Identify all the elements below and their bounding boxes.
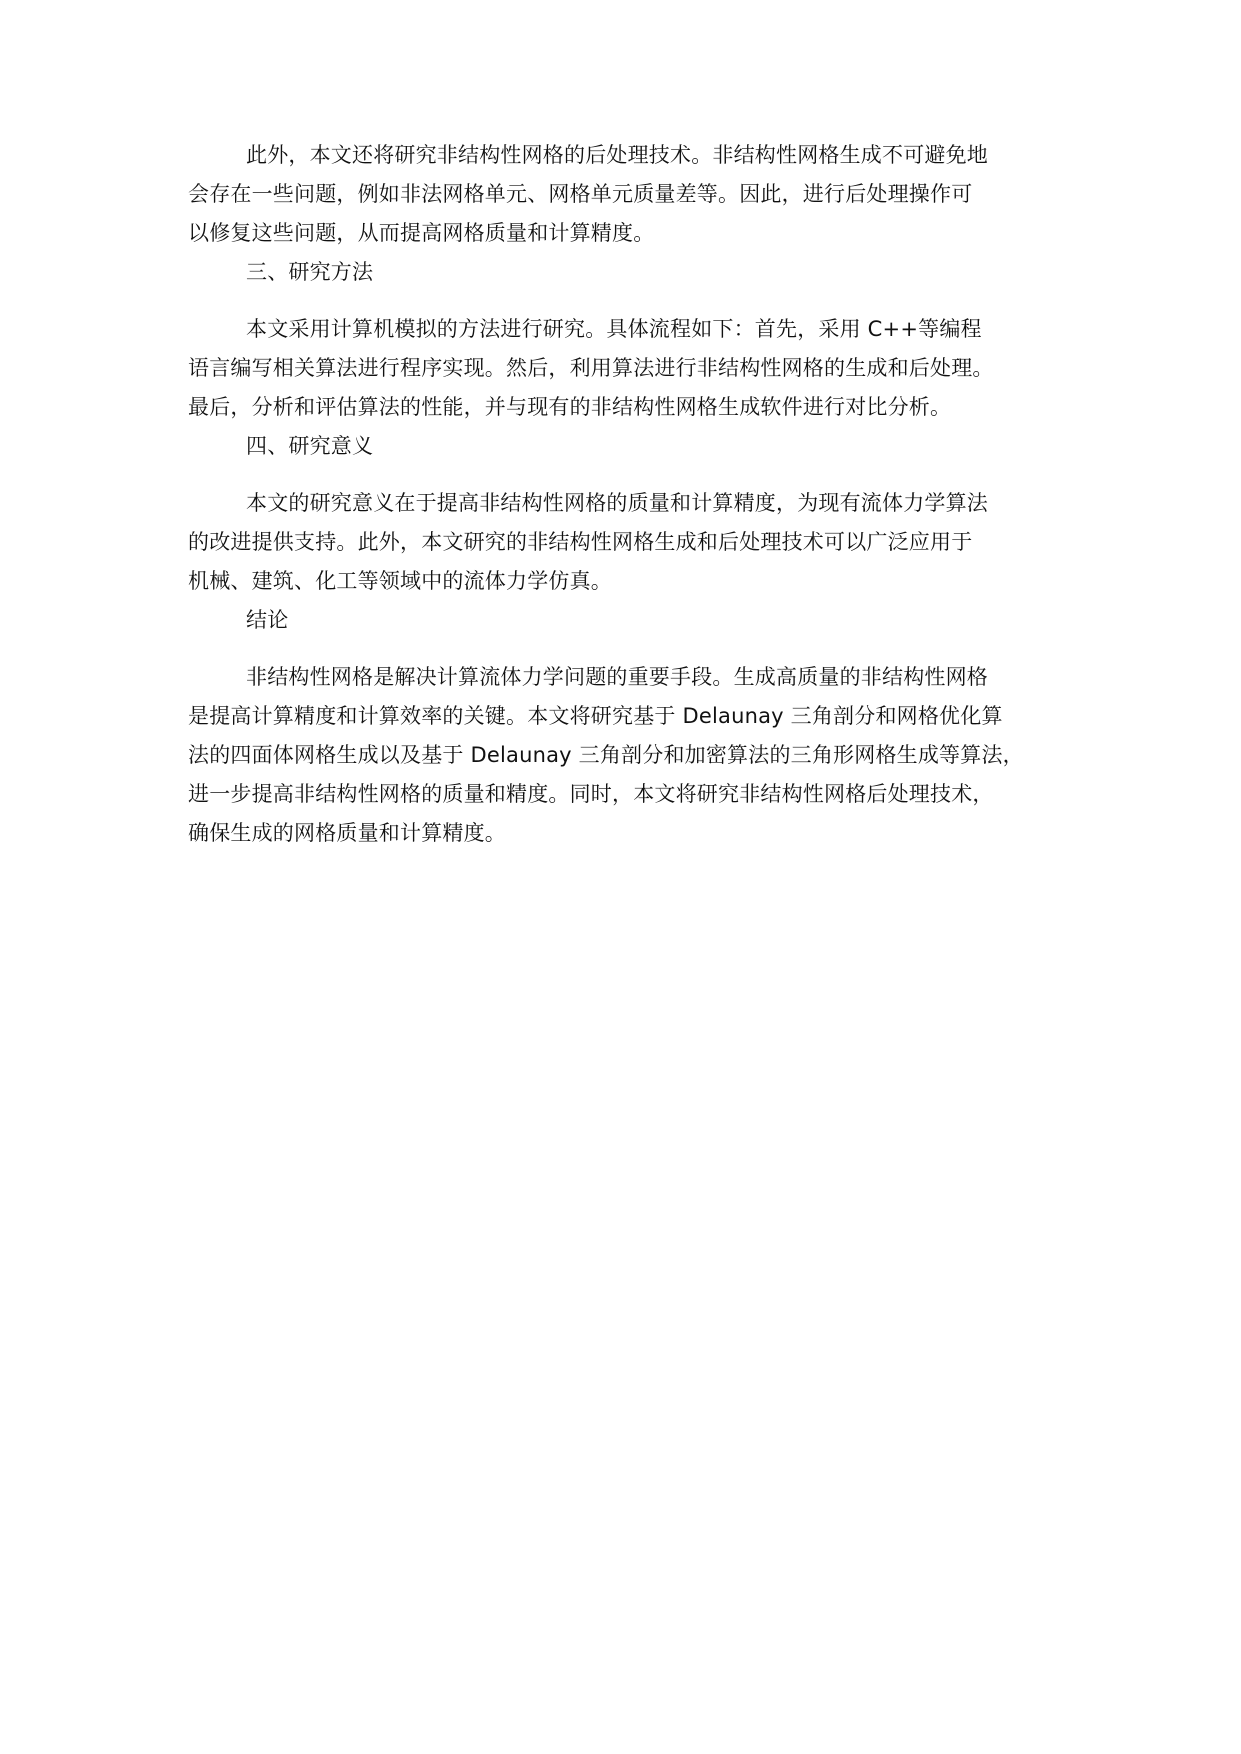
section-heading-significance bbox=[188, 427, 1088, 466]
paragraph-methods bbox=[188, 310, 1088, 427]
section-heading: 结论 bbox=[246, 608, 289, 632]
paragraph-conclusion bbox=[188, 658, 1088, 853]
paragraph-line: 最后，分析和评估算法的性能，并与现有的非结构性网格生成软件进行对比分析。 bbox=[188, 395, 952, 419]
section-heading-conclusion bbox=[188, 601, 1088, 640]
paragraph-line: 是提高计算精度和计算效率的关键。本文将研究基于 Delaunay 三角剖分和网格优化算 bbox=[188, 704, 1003, 728]
paragraph-line: 本文的研究意义在于提高非结构性网格的质量和计算精度，为现有流体力学算法 bbox=[246, 491, 988, 515]
section-heading: 三、研究方法 bbox=[246, 260, 374, 284]
paragraph-line: 此外，本文还将研究非结构性网格的后处理技术。非结构性网格生成不可避免地 bbox=[246, 143, 988, 167]
section-heading: 四、研究意义 bbox=[246, 434, 374, 458]
paragraph-line: 语言编写相关算法进行程序实现。然后，利用算法进行非结构性网格的生成和后处理。 bbox=[188, 356, 994, 380]
paragraph-line: 进一步提高非结构性网格的质量和精度。同时，本文将研究非结构性网格后处理技术， bbox=[188, 782, 994, 806]
paragraph-line: 以修复这些问题，从而提高网格质量和计算精度。 bbox=[188, 221, 655, 245]
paragraph-line: 本文采用计算机模拟的方法进行研究。具体流程如下：首先，采用 C++等编程 bbox=[246, 317, 982, 341]
paragraph-line: 的改进提供支持。此外，本文研究的非结构性网格生成和后处理技术可以广泛应用于 bbox=[188, 530, 973, 554]
paragraph-line: 法的四面体网格生成以及基于 Delaunay 三角剖分和加密算法的三角形网格生成等算法， bbox=[188, 743, 1024, 767]
paragraph-line: 确保生成的网格质量和计算精度。 bbox=[188, 821, 506, 845]
paragraph-line: 会存在一些问题，例如非法网格单元、网格单元质量差等。因此，进行后处理操作可 bbox=[188, 182, 973, 206]
paragraph-postprocessing bbox=[188, 136, 1088, 253]
paragraph-significance bbox=[188, 484, 1088, 601]
paragraph-line: 非结构性网格是解决计算流体力学问题的重要手段。生成高质量的非结构性网格 bbox=[246, 665, 988, 689]
section-heading-methods bbox=[188, 253, 1088, 292]
paragraph-line: 机械、建筑、化工等领域中的流体力学仿真。 bbox=[188, 569, 612, 593]
